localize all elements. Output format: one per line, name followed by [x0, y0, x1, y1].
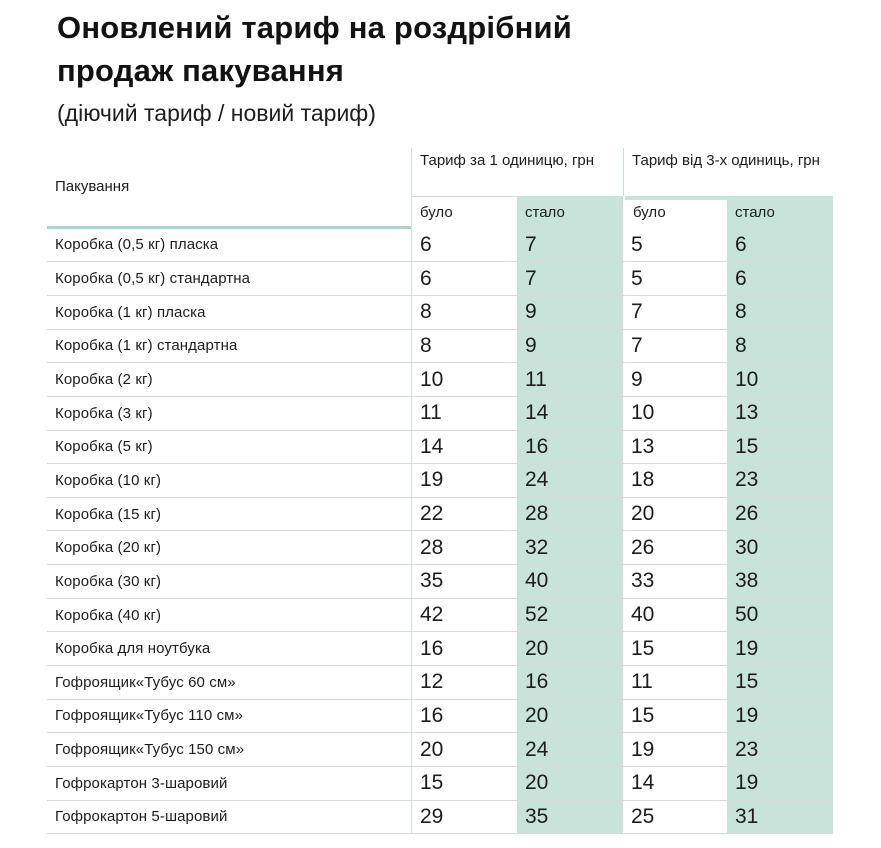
table-row — [47, 599, 833, 633]
cell-now-per-unit: 16 — [517, 431, 623, 464]
cell-now-per-unit: 7 — [517, 262, 623, 295]
table-row — [47, 397, 833, 431]
row-label: Гофрокартон 5-шаровий — [55, 808, 228, 826]
row-label: Коробка (30 кг) — [55, 572, 162, 590]
row-label: Коробка (0,5 кг) стандартна — [55, 270, 251, 288]
table-row — [47, 330, 833, 364]
table-row — [47, 262, 833, 296]
table-row — [47, 296, 833, 330]
cell-now-from-3-units: 6 — [727, 262, 833, 295]
cell-now-per-unit: 24 — [517, 464, 623, 497]
cell-now-from-3-units: 8 — [727, 330, 833, 363]
row-label: Коробка (3 кг) — [55, 404, 153, 422]
cell-was-per-unit: 16 — [411, 700, 517, 733]
table-row — [47, 531, 833, 565]
cell-now-from-3-units: 23 — [727, 464, 833, 497]
table-row — [47, 431, 833, 465]
cell-now-per-unit: 9 — [517, 330, 623, 363]
subheader-was-2: було — [623, 196, 727, 229]
cell-now-per-unit: 20 — [517, 767, 623, 800]
table-row — [47, 733, 833, 767]
cell-now-per-unit: 20 — [517, 632, 623, 665]
cell-now-per-unit: 32 — [517, 531, 623, 564]
row-label: Гофроящик«Тубус 150 см» — [55, 741, 245, 759]
subheader-was-1: було — [411, 196, 517, 229]
row-label: Коробка (1 кг) стандартна — [55, 337, 238, 355]
cell-was-from-3-units: 14 — [623, 767, 727, 800]
cell-was-per-unit: 28 — [411, 531, 517, 564]
row-label: Коробка (15 кг) — [55, 505, 162, 523]
tariff-table — [47, 148, 833, 835]
cell-was-per-unit: 42 — [411, 599, 517, 632]
cell-now-from-3-units: 30 — [727, 531, 833, 564]
cell-was-from-3-units: 19 — [623, 733, 727, 766]
cell-was-from-3-units: 7 — [623, 330, 727, 363]
cell-was-from-3-units: 15 — [623, 632, 727, 665]
table-row — [47, 565, 833, 599]
cell-now-per-unit: 28 — [517, 498, 623, 531]
cell-now-from-3-units: 15 — [727, 431, 833, 464]
row-label: Коробка (2 кг) — [55, 371, 153, 389]
cell-was-per-unit: 20 — [411, 733, 517, 766]
cell-now-from-3-units: 23 — [727, 733, 833, 766]
cell-was-from-3-units: 7 — [623, 296, 727, 329]
cell-now-from-3-units: 26 — [727, 498, 833, 531]
cell-now-per-unit: 40 — [517, 565, 623, 598]
cell-was-per-unit: 8 — [411, 330, 517, 363]
table-row — [47, 464, 833, 498]
cell-was-from-3-units: 25 — [623, 801, 727, 834]
cell-was-from-3-units: 15 — [623, 700, 727, 733]
cell-was-from-3-units: 20 — [623, 498, 727, 531]
table-body — [47, 229, 833, 835]
cell-now-per-unit: 35 — [517, 801, 623, 834]
cell-was-per-unit: 35 — [411, 565, 517, 598]
cell-was-from-3-units: 33 — [623, 565, 727, 598]
row-label: Коробка (20 кг) — [55, 539, 162, 557]
table-row — [47, 767, 833, 801]
table-row — [47, 801, 833, 835]
table-row — [47, 498, 833, 532]
cell-was-per-unit: 14 — [411, 431, 517, 464]
column-group-from-3-units: Тариф від 3-х одиниць, грн — [623, 148, 833, 196]
cell-was-per-unit: 8 — [411, 296, 517, 329]
cell-now-per-unit: 11 — [517, 363, 623, 396]
cell-now-from-3-units: 19 — [727, 632, 833, 665]
cell-now-from-3-units: 6 — [727, 229, 833, 262]
row-label: Коробка для ноутбука — [55, 640, 211, 658]
table-header — [47, 148, 833, 229]
cell-now-per-unit: 14 — [517, 397, 623, 430]
cell-was-from-3-units: 40 — [623, 599, 727, 632]
table-row — [47, 363, 833, 397]
cell-now-from-3-units: 38 — [727, 565, 833, 598]
column-group-per-unit: Тариф за 1 одиницю, грн — [411, 148, 623, 196]
row-label: Коробка (40 кг) — [55, 606, 162, 624]
cell-was-per-unit: 11 — [411, 397, 517, 430]
cell-was-from-3-units: 18 — [623, 464, 727, 497]
table-row — [47, 632, 833, 666]
page-title-line-1: Оновлений тариф на роздрібний — [57, 10, 573, 45]
row-label: Коробка (10 кг) — [55, 471, 162, 489]
column-header-packaging: Пакування — [47, 148, 411, 229]
cell-was-per-unit: 16 — [411, 632, 517, 665]
subheader-now-2: стало — [727, 196, 833, 229]
row-label: Гофрокартон 3-шаровий — [55, 774, 228, 792]
row-label: Коробка (1 кг) пласка — [55, 303, 206, 321]
cell-was-from-3-units: 5 — [623, 229, 727, 262]
cell-was-from-3-units: 11 — [623, 666, 727, 699]
cell-now-per-unit: 7 — [517, 229, 623, 262]
row-label: Гофроящик«Тубус 110 см» — [55, 707, 244, 725]
page-title — [57, 6, 757, 93]
row-label: Коробка (0,5 кг) пласка — [55, 236, 219, 254]
page-subtitle: (діючий тариф / новий тариф) — [57, 99, 376, 126]
cell-now-from-3-units: 19 — [727, 767, 833, 800]
cell-was-per-unit: 29 — [411, 801, 517, 834]
cell-now-from-3-units: 15 — [727, 666, 833, 699]
cell-was-per-unit: 12 — [411, 666, 517, 699]
cell-was-from-3-units: 9 — [623, 363, 727, 396]
cell-now-from-3-units: 13 — [727, 397, 833, 430]
cell-was-per-unit: 6 — [411, 229, 517, 262]
cell-was-per-unit: 10 — [411, 363, 517, 396]
cell-was-per-unit: 15 — [411, 767, 517, 800]
row-label: Коробка (5 кг) — [55, 438, 153, 456]
cell-now-from-3-units: 50 — [727, 599, 833, 632]
cell-was-per-unit: 19 — [411, 464, 517, 497]
cell-was-from-3-units: 10 — [623, 397, 727, 430]
cell-now-per-unit: 9 — [517, 296, 623, 329]
cell-was-per-unit: 22 — [411, 498, 517, 531]
cell-was-per-unit: 6 — [411, 262, 517, 295]
cell-was-from-3-units: 26 — [623, 531, 727, 564]
cell-now-per-unit: 52 — [517, 599, 623, 632]
cell-now-per-unit: 16 — [517, 666, 623, 699]
cell-now-from-3-units: 19 — [727, 700, 833, 733]
subheader-now-1: стало — [517, 196, 623, 229]
cell-now-from-3-units: 31 — [727, 801, 833, 834]
page-title-line-2: продаж пакування — [57, 53, 345, 89]
row-label: Гофроящик«Тубус 60 см» — [55, 673, 236, 691]
cell-was-from-3-units: 5 — [623, 262, 727, 295]
cell-now-from-3-units: 8 — [727, 296, 833, 329]
cell-now-per-unit: 24 — [517, 733, 623, 766]
cell-was-from-3-units: 13 — [623, 431, 727, 464]
table-row — [47, 229, 833, 263]
cell-now-per-unit: 20 — [517, 700, 623, 733]
cell-now-from-3-units: 10 — [727, 363, 833, 396]
table-row — [47, 700, 833, 734]
table-row — [47, 666, 833, 700]
